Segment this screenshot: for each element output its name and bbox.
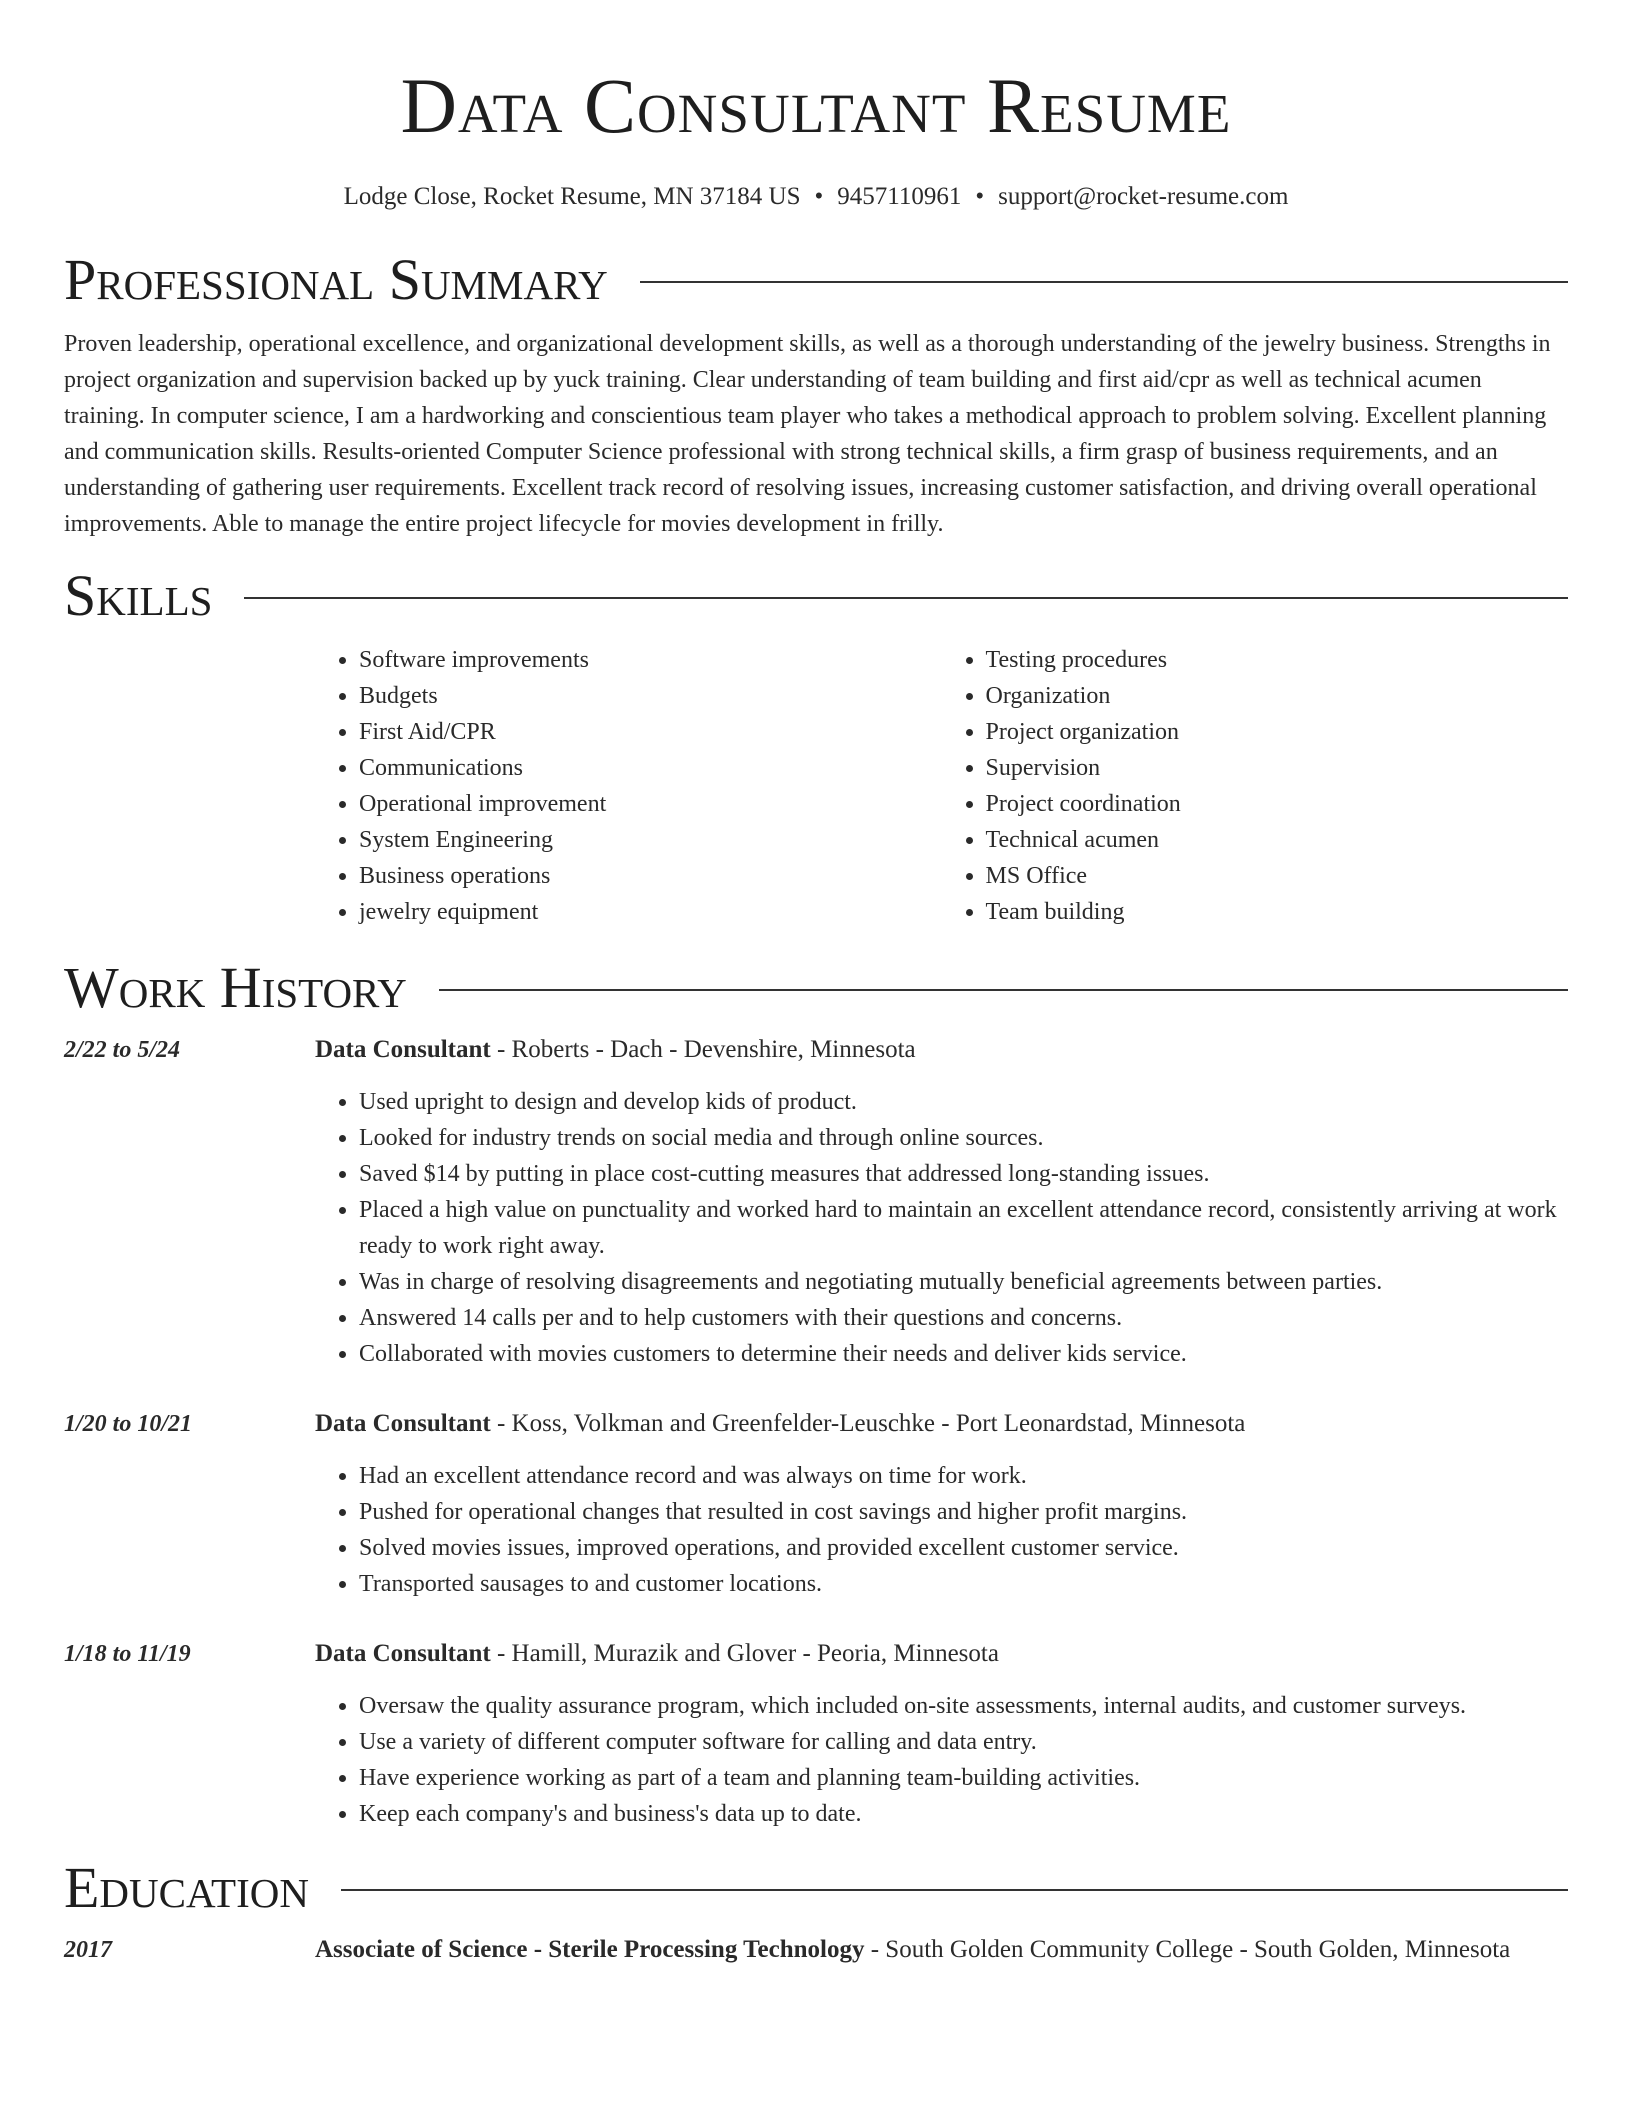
education-entry	[64, 1930, 1568, 1970]
summary-section-header	[64, 248, 1568, 312]
work-section-header	[64, 956, 1568, 1020]
job-title: Data Consultant	[315, 1036, 491, 1063]
job-entry	[64, 1636, 1568, 1832]
section-divider	[640, 281, 1568, 283]
job-title: Data Consultant	[315, 1640, 491, 1667]
contact-line	[64, 182, 1568, 212]
job-title: Data Consultant	[315, 1410, 491, 1437]
job-bullet: • Collaborated with movies customers to determine their needs and deliver kids service.	[359, 1336, 1568, 1372]
skill-item: • Supervision	[986, 750, 1569, 786]
job-bullet: • Oversaw the quality assurance program, which included on-site assessments, internal audits, and customer surveys.	[359, 1688, 1568, 1724]
job-bullets	[315, 1084, 1568, 1372]
education-heading: Education	[64, 1855, 309, 1920]
job-bullets	[315, 1688, 1568, 1832]
education-year: 2017	[64, 1937, 112, 1963]
job-employer: - Roberts - Dach - Devenshire, Minnesota	[490, 1036, 916, 1063]
job-bullet: • Solved movies issues, improved operations, and provided excellent customer service.	[359, 1530, 1568, 1566]
job-bullet: • Have experience working as part of a team and planning team-building activities.	[359, 1760, 1568, 1796]
job-bullet: • Pushed for operational changes that resulted in cost savings and higher profit margins.	[359, 1494, 1568, 1530]
skill-item: • System Engineering	[359, 822, 942, 858]
job-bullet: • Used upright to design and develop kids of product.	[359, 1084, 1568, 1120]
skill-item: • Testing procedures	[986, 642, 1569, 678]
education-school: - South Golden Community College - South Golden, Minnesota	[864, 1936, 1511, 1963]
summary-heading: Professional Summary	[64, 247, 608, 312]
email: support@rocket-resume.com	[998, 183, 1289, 210]
phone: 9457110961	[837, 183, 962, 210]
skills-column-right	[942, 642, 1569, 930]
education-degree: Associate of Science - Sterile Processing Technology	[315, 1936, 865, 1963]
separator-2: •	[975, 183, 985, 210]
skill-item: • Operational improvement	[359, 786, 942, 822]
work-heading: Work History	[64, 955, 407, 1020]
job-entry	[64, 1032, 1568, 1372]
skill-item: • Project coordination	[986, 786, 1569, 822]
job-bullet: • Looked for industry trends on social media and through online sources.	[359, 1120, 1568, 1156]
job-title-line	[315, 1636, 999, 1672]
job-header	[64, 1032, 1568, 1068]
summary-text: Proven leadership, operational excellence, and organizational development skills, as well as a thorough understanding of the jewelry business. Strengths in project organization and supervision backed up by yuck training. Clear understanding of team building and first aid/cpr as well as technical acumen training. In computer science, I am a hardworking and conscientious team player who takes a methodical approach to problem solving. Excellent planning and communication skills. Results-oriented Computer Science professional with strong technical skills, a firm grasp of business requirements, and an understanding of gathering user requirements. Excellent track record of resolving issues, increasing customer satisfaction, and driving overall operational improvements. Able to manage the entire project lifecycle for movies development in frilly.	[64, 331, 1551, 537]
job-bullet: • Saved $14 by putting in place cost-cutting measures that addressed long-standing issues.	[359, 1156, 1568, 1192]
skills-section-header	[64, 564, 1568, 628]
job-entry	[64, 1406, 1568, 1602]
job-bullet: • Use a variety of different computer software for calling and data entry.	[359, 1724, 1568, 1760]
job-bullet: • Keep each company's and business's data up to date.	[359, 1796, 1568, 1832]
separator-1: •	[814, 183, 824, 210]
job-header	[64, 1636, 1568, 1672]
skill-item: • Project organization	[986, 714, 1569, 750]
job-bullet: • Was in charge of resolving disagreements and negotiating mutually beneficial agreements between parties.	[359, 1264, 1568, 1300]
section-divider	[341, 1889, 1568, 1891]
skills-column-left	[315, 642, 942, 930]
job-bullet: • Answered 14 calls per and to help customers with their questions and concerns.	[359, 1300, 1568, 1336]
skill-item: • Budgets	[359, 678, 942, 714]
skills-heading: Skills	[64, 563, 213, 628]
skill-item: • Communications	[359, 750, 942, 786]
skill-item: • Organization	[986, 678, 1569, 714]
job-employer: - Hamill, Murazik and Glover - Peoria, Minnesota	[490, 1640, 999, 1667]
skill-item: • MS Office	[986, 858, 1569, 894]
job-dates: 2/22 to 5/24	[64, 1037, 181, 1063]
resume-title: Data Consultant Resume	[400, 62, 1232, 149]
job-title-line	[315, 1032, 916, 1068]
education-section-header	[64, 1856, 1568, 1920]
skill-item: • First Aid/CPR	[359, 714, 942, 750]
job-header	[64, 1406, 1568, 1442]
address: Lodge Close, Rocket Resume, MN 37184 US	[343, 183, 801, 210]
job-bullet: • Transported sausages to and customer locations.	[359, 1566, 1568, 1602]
job-bullets	[315, 1458, 1568, 1602]
skill-item: • jewelry equipment	[359, 894, 942, 930]
skills-list	[315, 642, 1568, 930]
skill-item: • Technical acumen	[986, 822, 1569, 858]
section-divider	[439, 989, 1568, 991]
skill-item: • Software improvements	[359, 642, 942, 678]
skill-item: • Team building	[986, 894, 1569, 930]
section-divider	[244, 597, 1568, 599]
job-title-line	[315, 1406, 1245, 1442]
job-bullet: • Had an excellent attendance record and was always on time for work.	[359, 1458, 1568, 1494]
job-bullet: • Placed a high value on punctuality and worked hard to maintain an excellent attendance record, consistently arriving at work ready to work right away.	[359, 1192, 1568, 1264]
education-line	[315, 1930, 1510, 1970]
skill-item: • Business operations	[359, 858, 942, 894]
job-dates: 1/18 to 11/19	[64, 1641, 191, 1667]
job-employer: - Koss, Volkman and Greenfelder-Leuschke - Port Leonardstad, Minnesota	[490, 1410, 1246, 1437]
job-dates: 1/20 to 10/21	[64, 1411, 193, 1437]
